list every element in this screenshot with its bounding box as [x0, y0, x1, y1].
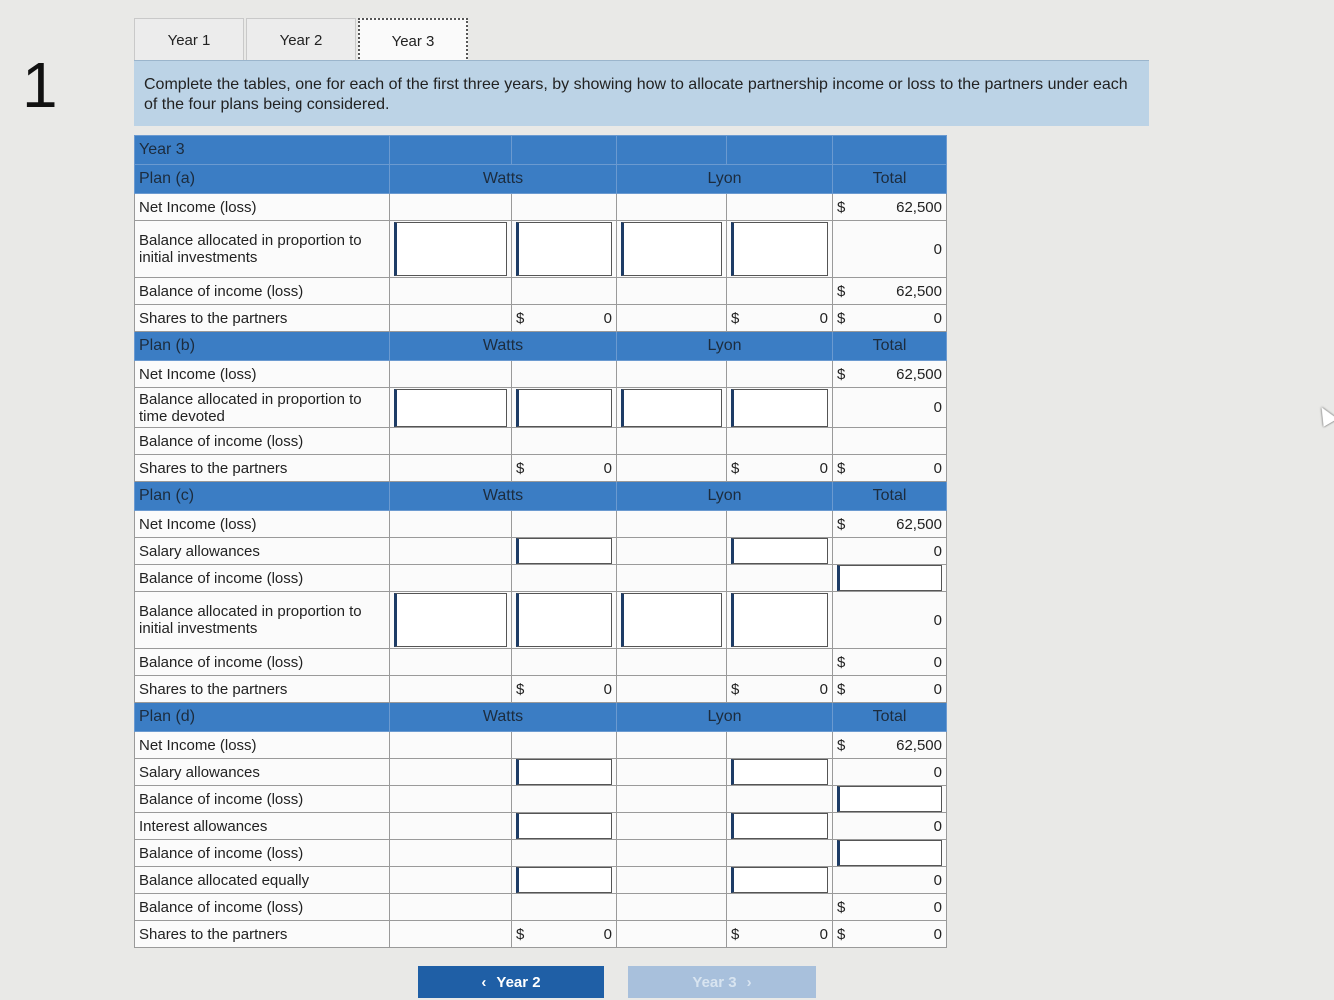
- plan-a-alloc-watts-input[interactable]: [516, 222, 612, 276]
- row-label: Net Income (loss): [135, 194, 390, 221]
- table-row: [135, 813, 947, 840]
- total-value: 0: [833, 813, 947, 840]
- row-label: Salary allowances: [135, 759, 390, 786]
- plan-c-salary-lyon-input[interactable]: [731, 538, 828, 564]
- column-total: Total: [833, 165, 947, 194]
- column-lyon: Lyon: [617, 482, 833, 511]
- plan-c-alloc-watts-input[interactable]: [516, 593, 612, 647]
- row-label: Balance allocated in proportion to initial investments: [135, 592, 390, 649]
- plan-b-alloc-watts-pct-input[interactable]: [394, 389, 507, 427]
- total-value: 0: [833, 538, 947, 565]
- tab-year-1[interactable]: Year 1: [134, 18, 244, 62]
- plan-d-equal-watts-input[interactable]: [516, 867, 612, 893]
- next-year-button[interactable]: [628, 966, 816, 998]
- row-label: Balance of income (loss): [135, 894, 390, 921]
- column-total: Total: [833, 332, 947, 361]
- column-lyon: Lyon: [617, 332, 833, 361]
- table-row: [135, 388, 947, 428]
- mouse-cursor-icon: [1315, 403, 1334, 427]
- row-label: Balance allocated in proportion to initial investments: [135, 221, 390, 278]
- plan-d-salary-lyon-input[interactable]: [731, 759, 828, 785]
- table-row: [135, 921, 947, 948]
- table-row: [135, 538, 947, 565]
- table-row: [135, 649, 947, 676]
- total-value: $ 0: [833, 921, 947, 948]
- column-watts: Watts: [390, 703, 617, 732]
- total-value: $ 62,500: [833, 511, 947, 538]
- watts-share: $ 0: [512, 305, 617, 332]
- row-label: Balance of income (loss): [135, 428, 390, 455]
- total-value: $ 0: [833, 676, 947, 703]
- tab-year-2[interactable]: Year 2: [246, 18, 356, 62]
- column-lyon: Lyon: [617, 703, 833, 732]
- table-row: [135, 840, 947, 867]
- watts-share: $ 0: [512, 921, 617, 948]
- total-value: $ 0: [833, 649, 947, 676]
- next-year-label: Year 3: [692, 973, 737, 991]
- total-value: $ 62,500: [833, 361, 947, 388]
- year-tabs: [134, 18, 470, 64]
- column-watts: Watts: [390, 332, 617, 361]
- table-row: [135, 511, 947, 538]
- plan-b-title: Plan (b): [135, 332, 390, 361]
- table-row: [135, 565, 947, 592]
- plan-a-alloc-lyon-input[interactable]: [731, 222, 828, 276]
- plan-a-title: Plan (a): [135, 165, 390, 194]
- column-watts: Watts: [390, 482, 617, 511]
- table-row: [135, 894, 947, 921]
- plan-d-interest-watts-input[interactable]: [516, 813, 612, 839]
- year-label: Year 3: [135, 136, 390, 165]
- table-row: [135, 278, 947, 305]
- plan-b-alloc-watts-input[interactable]: [516, 389, 612, 427]
- column-total: Total: [833, 482, 947, 511]
- instructions: Complete the tables, one for each of the first three years, by showing how to allocate partnership income or loss to the partners under each of the four plans being considered.: [134, 60, 1149, 126]
- plan-a-header-row: [135, 165, 947, 194]
- plan-c-balance-total-input[interactable]: [837, 565, 942, 591]
- table-row: [135, 361, 947, 388]
- row-label: Balance of income (loss): [135, 786, 390, 813]
- plan-b-alloc-lyon-input[interactable]: [731, 389, 828, 427]
- total-value: 0: [833, 221, 947, 278]
- total-value: $ 62,500: [833, 732, 947, 759]
- plan-b-header-row: [135, 332, 947, 361]
- row-label: Shares to the partners: [135, 455, 390, 482]
- total-value: 0: [833, 867, 947, 894]
- table-row: [135, 867, 947, 894]
- plan-a-alloc-lyon-pct-input[interactable]: [621, 222, 722, 276]
- watts-share: $ 0: [512, 676, 617, 703]
- row-label: Shares to the partners: [135, 305, 390, 332]
- plan-b-alloc-lyon-pct-input[interactable]: [621, 389, 722, 427]
- row-label: Interest allowances: [135, 813, 390, 840]
- plan-c-title: Plan (c): [135, 482, 390, 511]
- row-label: Balance of income (loss): [135, 649, 390, 676]
- column-total: Total: [833, 703, 947, 732]
- row-label: Balance of income (loss): [135, 565, 390, 592]
- plan-c-alloc-lyon-pct-input[interactable]: [621, 593, 722, 647]
- table-row: [135, 221, 947, 278]
- table-row: [135, 455, 947, 482]
- plan-d-interest-lyon-input[interactable]: [731, 813, 828, 839]
- tab-year-3[interactable]: Year 3: [358, 18, 468, 62]
- row-label: Shares to the partners: [135, 921, 390, 948]
- total-value: $ 0: [833, 455, 947, 482]
- total-value: $ 0: [833, 305, 947, 332]
- year-header-row: [135, 136, 947, 165]
- row-label: Net Income (loss): [135, 511, 390, 538]
- prev-year-button[interactable]: [418, 966, 604, 998]
- table-row: [135, 786, 947, 813]
- column-watts: Watts: [390, 165, 617, 194]
- total-value: 0: [833, 759, 947, 786]
- table-row: [135, 592, 947, 649]
- allocation-table: [134, 135, 947, 948]
- total-value: 0: [833, 388, 947, 428]
- plan-c-header-row: [135, 482, 947, 511]
- column-lyon: Lyon: [617, 165, 833, 194]
- table-row: [135, 428, 947, 455]
- plan-d-header-row: [135, 703, 947, 732]
- total-value: $ 62,500: [833, 194, 947, 221]
- row-label: Balance of income (loss): [135, 840, 390, 867]
- total-value: 0: [833, 592, 947, 649]
- total-value: $ 0: [833, 894, 947, 921]
- table-row: [135, 759, 947, 786]
- watts-share: $ 0: [512, 455, 617, 482]
- plan-c-salary-watts-input[interactable]: [516, 538, 612, 564]
- table-row: [135, 732, 947, 759]
- row-label: Balance allocated equally: [135, 867, 390, 894]
- plan-d-salary-watts-input[interactable]: [516, 759, 612, 785]
- plan-c-alloc-watts-pct-input[interactable]: [394, 593, 507, 647]
- chevron-left-icon: ‹: [481, 973, 487, 991]
- table-row: [135, 676, 947, 703]
- lyon-share: $ 0: [727, 921, 833, 948]
- prev-year-label: Year 2: [496, 973, 541, 991]
- lyon-share: $ 0: [727, 455, 833, 482]
- lyon-share: $ 0: [727, 305, 833, 332]
- plan-d-equal-lyon-input[interactable]: [731, 867, 828, 893]
- plan-c-alloc-lyon-input[interactable]: [731, 593, 828, 647]
- table-row: [135, 194, 947, 221]
- total-value: $ 62,500: [833, 278, 947, 305]
- lyon-share: $ 0: [727, 676, 833, 703]
- plan-d-balance2-total-input[interactable]: [837, 840, 942, 866]
- row-label: Shares to the partners: [135, 676, 390, 703]
- row-label: Salary allowances: [135, 538, 390, 565]
- row-label: Balance allocated in proportion to time devoted: [135, 388, 390, 428]
- chevron-right-icon: ›: [746, 973, 752, 991]
- row-label: Balance of income (loss): [135, 278, 390, 305]
- row-label: Net Income (loss): [135, 732, 390, 759]
- question-number: 1: [22, 49, 58, 121]
- plan-a-alloc-watts-pct-input[interactable]: [394, 222, 507, 276]
- plan-d-title: Plan (d): [135, 703, 390, 732]
- plan-d-balance1-total-input[interactable]: [837, 786, 942, 812]
- row-label: Net Income (loss): [135, 361, 390, 388]
- table-row: [135, 305, 947, 332]
